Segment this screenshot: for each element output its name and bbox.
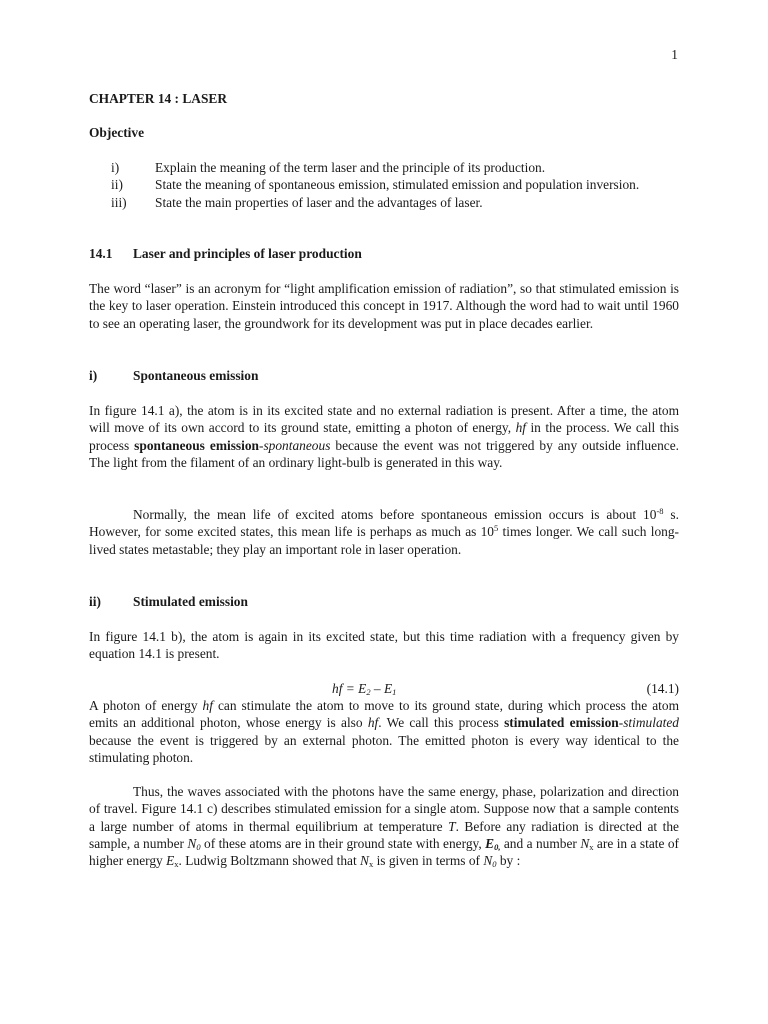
term-stimulated: stimulated bbox=[623, 715, 679, 731]
text-run: - bbox=[618, 715, 624, 731]
text-run: In figure 14.1 a), the atom is in its excited state and no external radiation is present. After a time, the atom will move of its own accord to its ground state, emitting a photon of energy, bbox=[89, 403, 679, 436]
text-run: by : bbox=[496, 853, 521, 869]
text-run: are in a state of higher energy bbox=[89, 835, 680, 869]
text-run: and a number bbox=[500, 835, 581, 851]
section-title: Laser and principles of laser production bbox=[133, 246, 362, 261]
subscript: 2 bbox=[366, 687, 371, 697]
subsection-heading-stimulated bbox=[89, 593, 679, 610]
text-run: s. However, for some excited states, this mean life is perhaps as much as 10 bbox=[89, 507, 679, 540]
symbol-N: N bbox=[360, 853, 369, 869]
equation-number: (14.1) bbox=[646, 681, 679, 696]
intro-paragraph: The word “laser” is an acronym for “light amplification emission of radiation”, so that stimulated emission is the key to laser operation. Einstein introduced this concept in 1917. Although the word had to wait until 1960 to see an operating laser, the groundwork for its development was put in place decades earlier. bbox=[89, 281, 679, 331]
symbol-hf: hf bbox=[202, 698, 213, 713]
objective-number: ii) bbox=[111, 177, 123, 193]
symbol-E: E bbox=[485, 835, 495, 851]
term-stimulated-emission: stimulated emission bbox=[504, 715, 619, 731]
subscript: 0 bbox=[492, 859, 497, 870]
text-run: because the event is triggered by an external photon. The emitted photon is every way identical to the stimulating photon. bbox=[89, 732, 679, 765]
chapter-title: CHAPTER 14 : LASER bbox=[89, 91, 228, 106]
objective-text: State the meaning of spontaneous emission, stimulated emission and population inversion. bbox=[155, 177, 640, 193]
objective-heading: Objective bbox=[89, 125, 145, 140]
symbol-N: N bbox=[580, 835, 590, 851]
objective-item bbox=[89, 194, 679, 211]
text-run: . Ludwig Boltzmann showed that bbox=[178, 853, 361, 869]
symbol-T: T bbox=[448, 818, 456, 834]
subscript: x bbox=[174, 859, 179, 870]
text-run: is given in terms of bbox=[373, 853, 484, 869]
text-run: times longer. We call such long-lived states metastable; they play an important role in laser operation. bbox=[89, 524, 679, 557]
text-run: – E bbox=[370, 681, 393, 696]
subscript: x bbox=[589, 841, 594, 852]
subscript: 0 bbox=[196, 841, 201, 852]
text-run: Normally, the mean life of excited atoms before spontaneous emission occurs is about 10 bbox=[133, 507, 657, 522]
text-run: hf = E bbox=[332, 681, 367, 696]
text-run: . Before any radiation is directed at the sample, a number bbox=[89, 818, 679, 851]
text-run: because the event was not triggered by any outside influence. The light from the filament of an ordinary light-bulb is generated in this way. bbox=[89, 437, 680, 470]
text-run: can stimulate the atom to move to its ground state, during which process the atom emits an additional photon, whose energy is also bbox=[89, 698, 679, 731]
term-spontaneous-emission: spontaneous emission bbox=[134, 437, 259, 453]
subsection-title: Stimulated emission bbox=[133, 594, 248, 609]
symbol-E: E bbox=[166, 853, 175, 869]
spontaneous-paragraph-1 bbox=[89, 402, 679, 471]
text-run: in the process. We call this process bbox=[89, 420, 680, 453]
stimulated-paragraph-3 bbox=[89, 783, 679, 869]
subscript: 1 bbox=[392, 687, 397, 697]
objective-text: State the main properties of laser and the advantages of laser. bbox=[155, 194, 483, 210]
equation-14-1 bbox=[89, 680, 679, 698]
subsection-heading-spontaneous bbox=[89, 367, 679, 384]
subsection-title: Spontaneous emission bbox=[133, 368, 259, 383]
spontaneous-paragraph-2 bbox=[89, 506, 679, 558]
text-run: A photon of energy bbox=[89, 698, 203, 713]
objective-number: iii) bbox=[111, 194, 127, 210]
text-run: - bbox=[258, 437, 264, 453]
subscript: x bbox=[368, 859, 374, 870]
text-run: . We call this process bbox=[378, 715, 505, 731]
symbol-hf: hf bbox=[367, 715, 379, 731]
page-content bbox=[89, 0, 680, 870]
symbol-N: N bbox=[483, 853, 493, 869]
subsection-number: i) bbox=[89, 368, 98, 383]
objective-list bbox=[89, 159, 679, 211]
equation-formula bbox=[332, 680, 396, 697]
page-number: 1 bbox=[671, 47, 678, 62]
stimulated-paragraph-1: In figure 14.1 b), the atom is again in its excited state, but this time radiation with a frequency given by equation 14.1 is present. bbox=[89, 629, 679, 662]
subsection-number: ii) bbox=[89, 594, 101, 609]
symbol-hf: hf bbox=[515, 420, 526, 436]
objective-item bbox=[89, 159, 679, 176]
objective-text: Explain the meaning of the term laser and the principle of its production. bbox=[155, 160, 546, 175]
text-run: Thus, the waves associated with the photons have the same energy, phase, polarization and direction of travel. Figure 14.1 c) describes stimulated emission for a single atom. Suppose now that a sample contents a large number of atoms in thermal equilibrium at temperature bbox=[89, 784, 679, 834]
exponent: -8 bbox=[656, 506, 664, 516]
symbol-N: N bbox=[187, 835, 197, 851]
objective-item bbox=[89, 176, 679, 193]
objective-number: i) bbox=[111, 160, 120, 175]
text-run: of these atoms are in their ground state with energy, bbox=[200, 835, 486, 851]
subscript: 0, bbox=[494, 841, 501, 852]
exponent: 5 bbox=[494, 523, 499, 534]
term-spontaneous: spontaneous bbox=[263, 437, 331, 453]
stimulated-paragraph-2 bbox=[89, 697, 679, 766]
section-number: 14.1 bbox=[89, 246, 113, 261]
section-heading bbox=[89, 245, 679, 262]
